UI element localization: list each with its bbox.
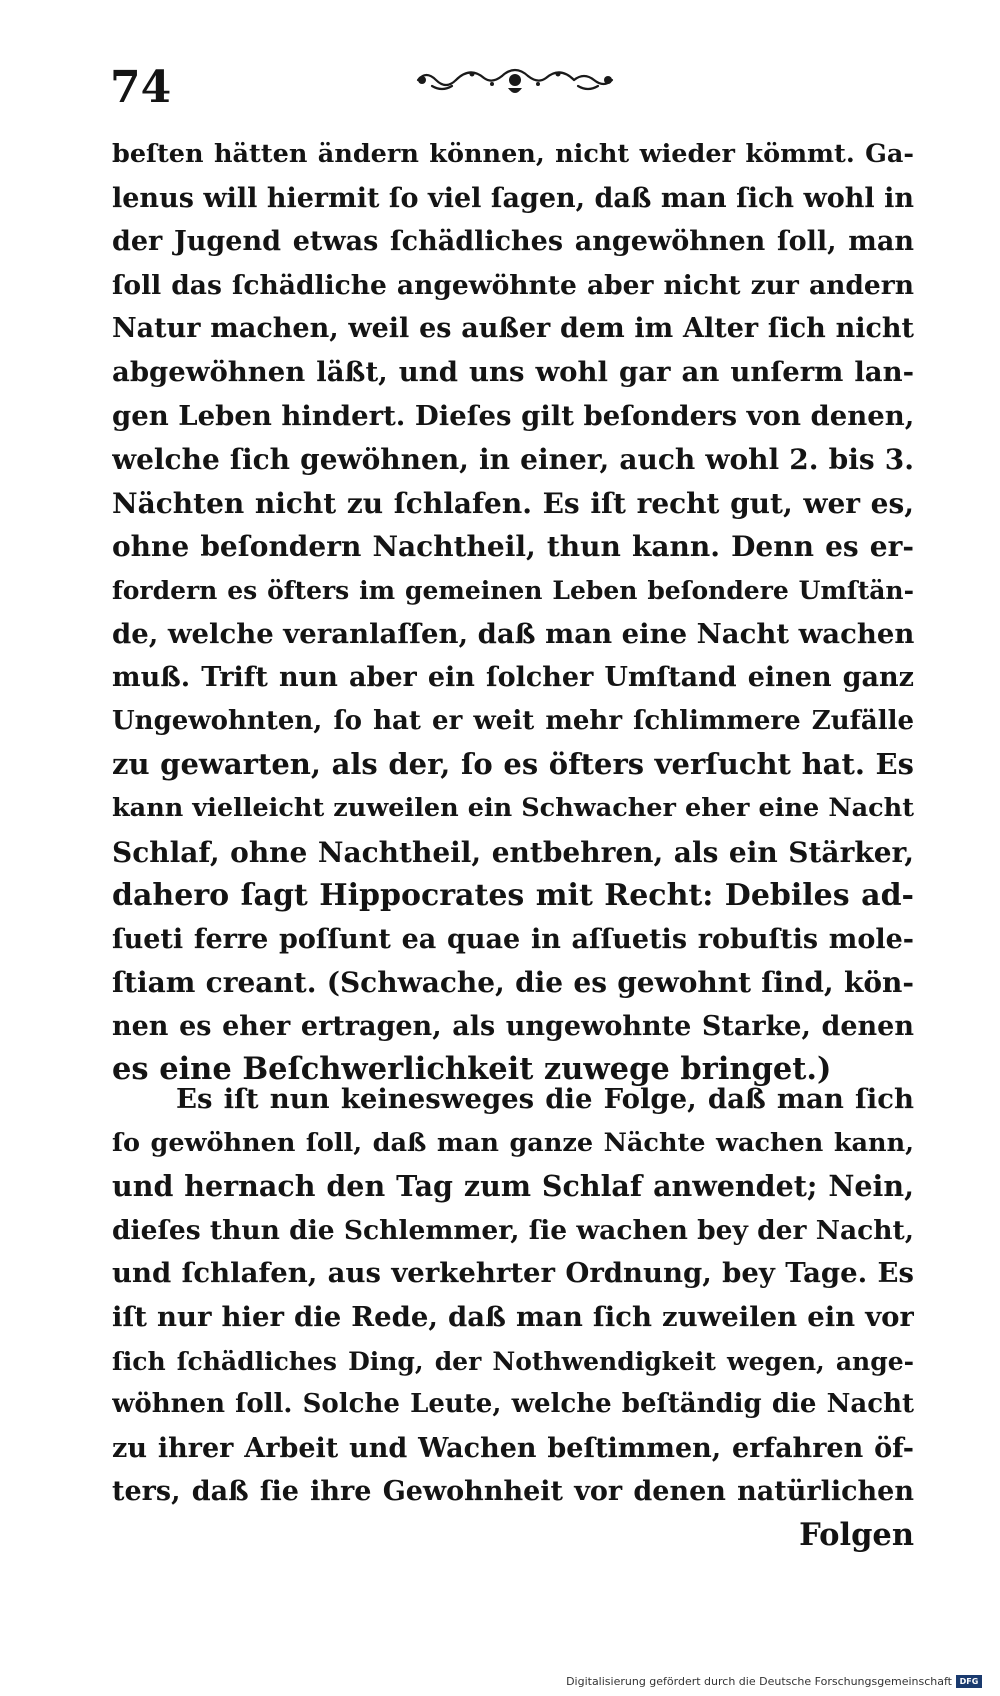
text-line: Nächten nicht zu ſchlafen. Es iſt recht gut, wer es, [112,486,914,520]
text-line: fordern es öfters im gemeinen Leben beſondere Umſtän- [112,575,914,605]
text-line: Ungewohnten, ſo hat er weit mehr ſchlimmere Zufälle [112,705,914,736]
page-number: 74 [110,62,172,113]
paragraph-1 [112,133,914,1092]
text-line: iſt nur hier die Rede, daß man ſich zuweilen ein vor [112,1300,914,1333]
text-line: und ſchlafen, aus verkehrter Ordnung, bey Tage. Es [112,1257,914,1290]
dfg-logo: DFG [956,1675,982,1688]
text-line: ſo gewöhnen ſoll, daß man ganze Nächte wachen kann, [112,1127,914,1158]
text-line: ſich ſchädliches Ding, der Nothwendigkeit wegen, ange- [112,1346,914,1376]
text-line: wöhnen ſoll. Solche Leute, welche beſtändig die Nacht [112,1389,914,1420]
text-line: beſten hätten ändern können, nicht wieder kömmt. Ga- [112,139,914,169]
text-line: ſueti ferre poſſunt ea quae in aſſuetis robuſtis mole- [112,923,914,955]
text-line: welche ſich gewöhnen, in einer, auch wohl 2. bis 3. [112,443,914,477]
text-line: zu gewarten, als der, ſo es öfters verſucht hat. Es [112,747,914,782]
text-line: dahero ſagt Hippocrates mit Recht: Debiles ad- [112,878,914,914]
floral-ornament-icon [412,58,618,98]
text-line: gen Leben hindert. Dieſes gilt beſonders von denen, [112,399,914,432]
text-line: Schlaf, ohne Nachtheil, entbehren, als ein Stärker, [112,835,914,869]
text-line: abgewöhnen läßt, und uns wohl gar an unſerm lan- [112,355,914,388]
text-line: dieſes thun die Schlemmer, ſie wachen bey der Nacht, [112,1214,914,1246]
text-line: kann vielleicht zuweilen ein Schwacher eher eine Nacht [112,792,914,823]
text-line: lenus will hiermit ſo viel ſagen, daß man ſich wohl in [112,182,914,214]
paragraph-2 [112,1078,914,1558]
text-line: ſoll das ſchädliche angewöhnte aber nicht zur andern [112,269,914,301]
text-line: muß. Trift nun aber ein ſolcher Umſtand einen ganz [112,662,914,694]
text-line: de, welche veranlaſſen, daß man eine Nacht wachen [112,617,914,650]
text-line: ohne beſondern Nachtheil, thun kann. Denn es er- [112,530,914,564]
digitization-footer [566,1675,982,1688]
text-line: ſtiam creant. (Schwache, die es gewohnt ſind, kön- [112,966,914,1000]
text-line: zu ihrer Arbeit und Wachen beſtimmen, erfahren öf- [112,1432,914,1464]
text-line: es eine Beſchwerlichkeit zuwege bringet.) [112,1051,832,1088]
text-line: Es iſt nun keinesweges die Folge, daß man ſich [176,1083,914,1115]
catchword: Folgen [799,1516,914,1553]
footer-credit: Digitalisierung gefördert durch die Deutsche Forschungsgemeinschaft [566,1675,952,1688]
text-line: und hernach den Tag zum Schlaf anwendet; Nein, [112,1169,914,1204]
text-line: ters, daß ſie ihre Gewohnheit vor denen natürlichen [112,1476,914,1508]
text-line: der Jugend etwas ſchädliches angewöhnen ſoll, man [112,226,914,258]
text-line: nen es eher ertragen, als ungewohnte Starke, denen [112,1010,914,1042]
text-line: Natur machen, weil es außer dem im Alter ſich nicht [112,313,914,345]
